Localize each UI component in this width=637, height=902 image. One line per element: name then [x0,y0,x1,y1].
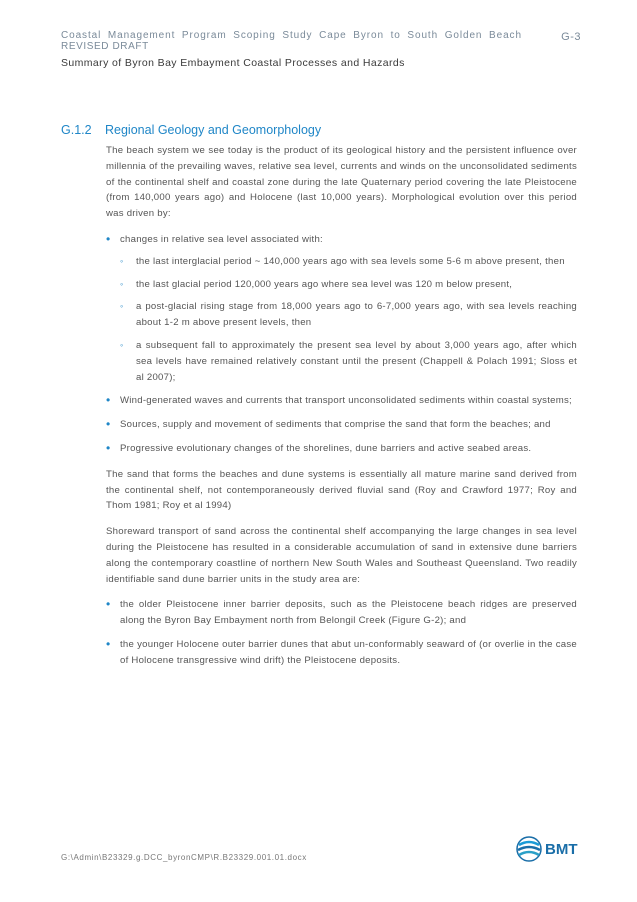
bmt-logo [515,835,578,863]
document-title: Coastal Management Program Scoping Study Cape Byron to South Golden Beach [61,30,522,41]
bmt-globe-icon [515,835,543,863]
list-item: • Sources, supply and movement of sediments that comprise the sand that form the beaches; and [106,417,577,433]
sub-list-item: ◦ a post-glacial rising stage from 18,000 years ago to 6-7,000 years ago, with sea levels reaching about 1-2 m above present levels, then [120,299,577,331]
file-path-footer: G:\Admin\B23329.g.DCC_byronCMP\R.B23329.001.01.docx [61,853,307,862]
sub-bullet-list [120,254,577,386]
sub-list-item: ◦ the last interglacial period ~ 140,000 years ago with sea levels some 5-6 m above present, then [120,254,577,270]
section-body [106,143,577,669]
logo-text: BMT [545,840,578,858]
paragraph: Shoreward transport of sand across the continental shelf accompanying the large changes in sea level during the Pleistocene has resulted in a considerable accumulation of sand in extensive dune barriers along the contemporary coastline of northern New South Wales and Southeast Queensland. Two readily identifiable sand dune barrier units in the study area are: [106,526,577,585]
paragraph: The sand that forms the beaches and dune systems is essentially all mature marine sand derived from the continental shelf, not contemporaneously derived fluvial sand (Roy and Crawford 1977; Roy and Thom 1981; Roy et al 1994) [106,468,577,512]
sub-list-item: ◦ a subsequent fall to approximately the present sea level by about 3,000 years ago, after which sea levels have remained relatively constant until the present (Chappell & Polach 1991; Sloss et al 2007); [120,338,577,385]
draft-status: REVISED DRAFT [61,41,149,52]
section-regional-geology [61,123,577,679]
list-item: • Progressive evolutionary changes of the shorelines, dune barriers and active seabed areas. [106,441,577,457]
list-item-text: changes in relative sea level associated with: [120,233,323,245]
section-number: G.1.2 [61,123,92,137]
sub-list-item: ◦ the last glacial period 120,000 years ago where sea level was 120 m below present, [120,277,577,293]
page-header [61,30,581,69]
list-item: • Wind-generated waves and currents that transport unconsolidated sediments within coastal systems; [106,393,577,409]
bullet-list [106,597,577,668]
list-item: • the younger Holocene outer barrier dunes that abut un-conformably seaward of (or overlie in the case of Holocene transgressive wind drift) the Pleistocene deposits. [106,637,577,669]
list-item: • the older Pleistocene inner barrier deposits, such as the Pleistocene beach ridges are preserved along the Byron Bay Embayment north from Belongil Creek (Figure G-2); and [106,597,577,629]
paragraph: The beach system we see today is the product of its geological history and the persistent influence over millennia of the prevailing waves, relative sea level, currents and winds on the unconsolidated sediments of the continental shelf and coastal zone during the late Quaternary period covering the late Pleistocene (from 140,000 years ago) and Holocene (last 10,000 years). Morphological evolution over this period was driven by: [106,145,577,220]
bullet-list [106,232,577,457]
list-item [106,232,577,385]
section-title: Regional Geology and Geomorphology [105,123,322,137]
appendix-title: Summary of Byron Bay Embayment Coastal Processes and Hazards [61,57,405,69]
section-heading [61,123,577,137]
page-number: G-3 [561,31,581,43]
